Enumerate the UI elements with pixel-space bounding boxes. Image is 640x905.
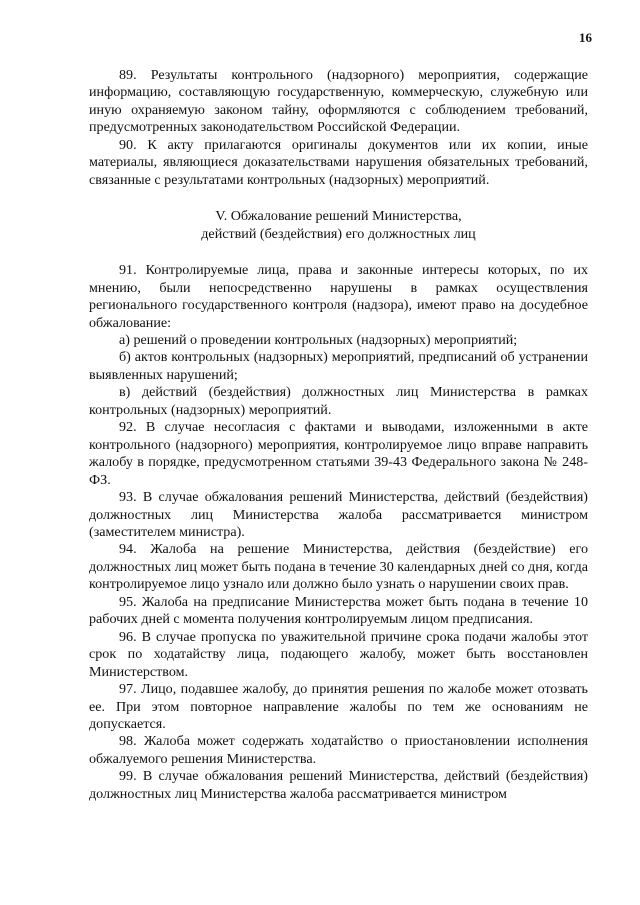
- list-item-a: а) решений о проведении контрольных (надзорных) мероприятий;: [119, 331, 518, 348]
- paragraph-95: 95. Жалоба на предписание Министерства может быть подана в течение 10 рабочих дней с момента получения контролируемым лицом предписания.: [89, 593, 588, 628]
- list-item-b: б) актов контрольных (надзорных) мероприятий, предписаний об устранении выявленных нарушений;: [89, 349, 588, 383]
- paragraph-97: 97. Лицо, подавшее жалобу, до принятия решения по жалобе может отозвать ее. При этом повторное направление жалобы по тем же основаниям не допускается.: [89, 681, 588, 732]
- paragraph-96: 96. В случае пропуска по уважительной причине срока подачи жалобы этот срок по ходатайству лица, подающего жалобу, может быть восстановлен Министерством.: [89, 628, 588, 680]
- paragraph-99: 99. В случае обжалования решений Министерства, действий (бездействия) должностных лиц Министерства жалоба рассматривается министром: [89, 768, 588, 802]
- paragraph-89: 89. Результаты контрольного (надзорного) мероприятия, содержащие информацию, составляющую государственную, коммерческую, служебную или иную охраняемую законом тайну, оформляются с соблюдением требований, предусмотренных законодательством Российской Федерации.: [89, 67, 588, 136]
- section-heading-line-2: действий (бездействия) его должностных лиц: [201, 226, 476, 243]
- section-heading-line-1: V. Обжалование решений Министерства,: [215, 208, 462, 225]
- section-heading: [89, 207, 588, 243]
- page-number: 16: [579, 30, 592, 45]
- paragraph-90: 90. К акту прилагаются оригиналы документов или их копии, иные материалы, являющиеся доказательствами нарушения обязательных требований, связанные с результатами контрольных (надзорных) мероприятий.: [89, 136, 588, 188]
- document-body: [89, 67, 588, 803]
- list-item-v: в) действий (бездействия) должностных лиц Министерства в рамках контрольных (надзорных) мероприятий.: [89, 384, 588, 418]
- paragraph-93: 93. В случае обжалования решений Министерства, действий (бездействия) должностных лиц Министерства жалоба рассматривается министром (заместителем министра).: [89, 489, 588, 540]
- paragraph-91: 91. Контролируемые лица, права и законные интересы которых, по их мнению, были непосредственно нарушены в рамках осуществления регионального государственного контроля (надзора), имеют право на досудебное обжалование:: [89, 262, 588, 331]
- paragraph-92: 92. В случае несогласия с фактами и выводами, изложенными в акте контрольного (надзорного) мероприятия, контролируемое лицо вправе направить жалобу в порядке, предусмотренном статьями 39-43 Федерального закона № 248-ФЗ.: [89, 419, 588, 488]
- paragraph-94: 94. Жалоба на решение Министерства, действия (бездействие) его должностных лиц может быть подана в течение 30 календарных дней со дня, когда контролируемое лицо узнало или должно было узнать о нарушении своих прав.: [89, 541, 588, 593]
- paragraph-98: 98. Жалоба может содержать ходатайство о приостановлении исполнения обжалуемого решения Министерства.: [89, 733, 588, 767]
